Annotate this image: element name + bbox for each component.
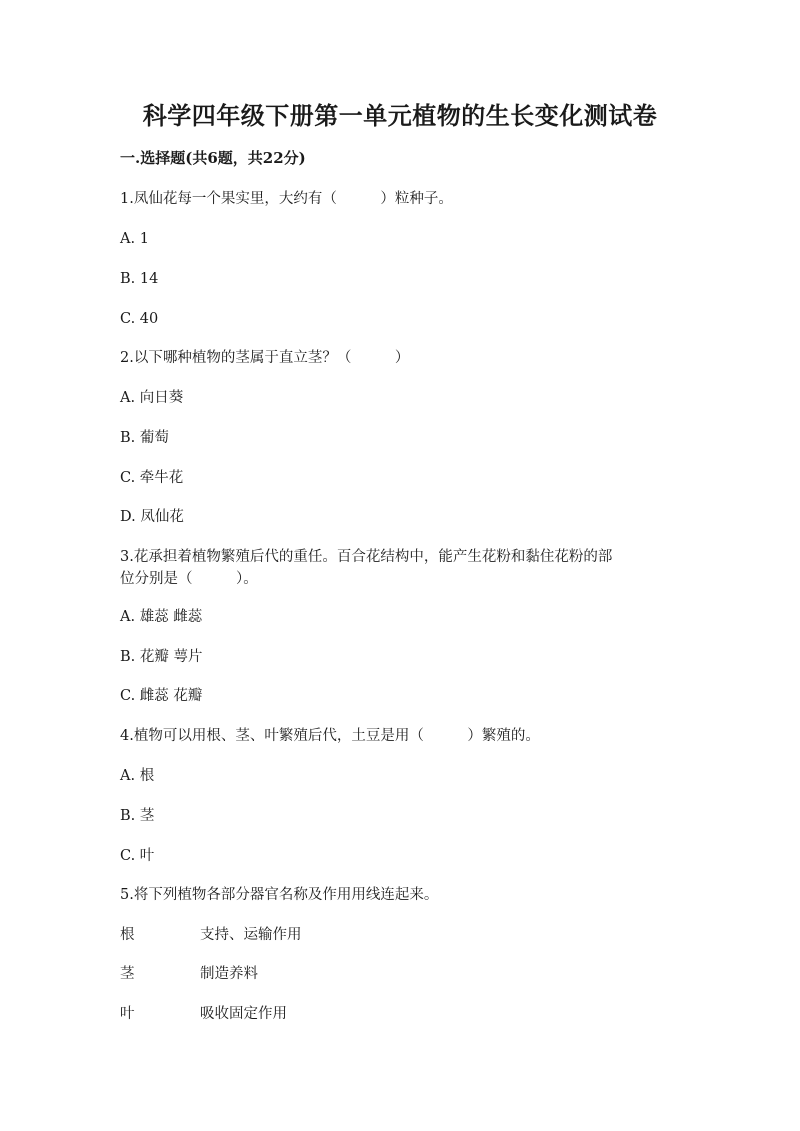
question-1-text: 1.凤仙花每一个果实里，大约有（ ）粒种子。 bbox=[120, 191, 453, 207]
question-4-option-b: B. 茎 bbox=[120, 808, 155, 824]
section-heading: 一.选择题(共6题，共22分) bbox=[120, 149, 306, 167]
question-4-option-c: C. 叶 bbox=[120, 848, 155, 864]
question-4-text: 4.植物可以用根、茎、叶繁殖后代，土豆是用（ ）繁殖的。 bbox=[120, 728, 540, 744]
question-1-option-b: B. 14 bbox=[120, 271, 159, 287]
question-2-option-d: D. 凤仙花 bbox=[120, 509, 184, 525]
question-2-option-b: B. 葡萄 bbox=[120, 430, 169, 446]
question-2-text: 2.以下哪种植物的茎属于直立茎？（ ） bbox=[120, 350, 410, 366]
question-1-option-c: C. 40 bbox=[120, 311, 159, 327]
matching-organ-1: 根 bbox=[120, 927, 135, 943]
question-2-option-c: C. 牵牛花 bbox=[120, 470, 184, 486]
question-3-option-a: A. 雄蕊 雌蕊 bbox=[120, 609, 203, 625]
page-title: 科学四年级下册第一单元植物的生长变化测试卷 bbox=[142, 101, 658, 130]
question-4-option-a: A. 根 bbox=[120, 768, 155, 784]
question-3-option-c: C. 雌蕊 花瓣 bbox=[120, 688, 203, 704]
question-3-text-line-1: 3.花承担着植物繁殖后代的重任。百合花结构中，能产生花粉和黏住花粉的部 bbox=[120, 549, 613, 565]
matching-function-1: 支持、运输作用 bbox=[200, 927, 302, 943]
matching-function-3: 吸收固定作用 bbox=[200, 1006, 287, 1022]
question-3-text-line-2: 位分别是（ ）。 bbox=[120, 571, 258, 587]
question-2-option-a: A. 向日葵 bbox=[120, 390, 184, 406]
question-5-text: 5.将下列植物各部分器官名称及作用用线连起来。 bbox=[120, 887, 439, 903]
matching-organ-3: 叶 bbox=[120, 1006, 135, 1022]
matching-organ-2: 茎 bbox=[120, 966, 135, 982]
question-3-option-b: B. 花瓣 萼片 bbox=[120, 649, 203, 665]
matching-function-2: 制造养料 bbox=[200, 966, 258, 982]
question-1-option-a: A. 1 bbox=[120, 231, 149, 247]
